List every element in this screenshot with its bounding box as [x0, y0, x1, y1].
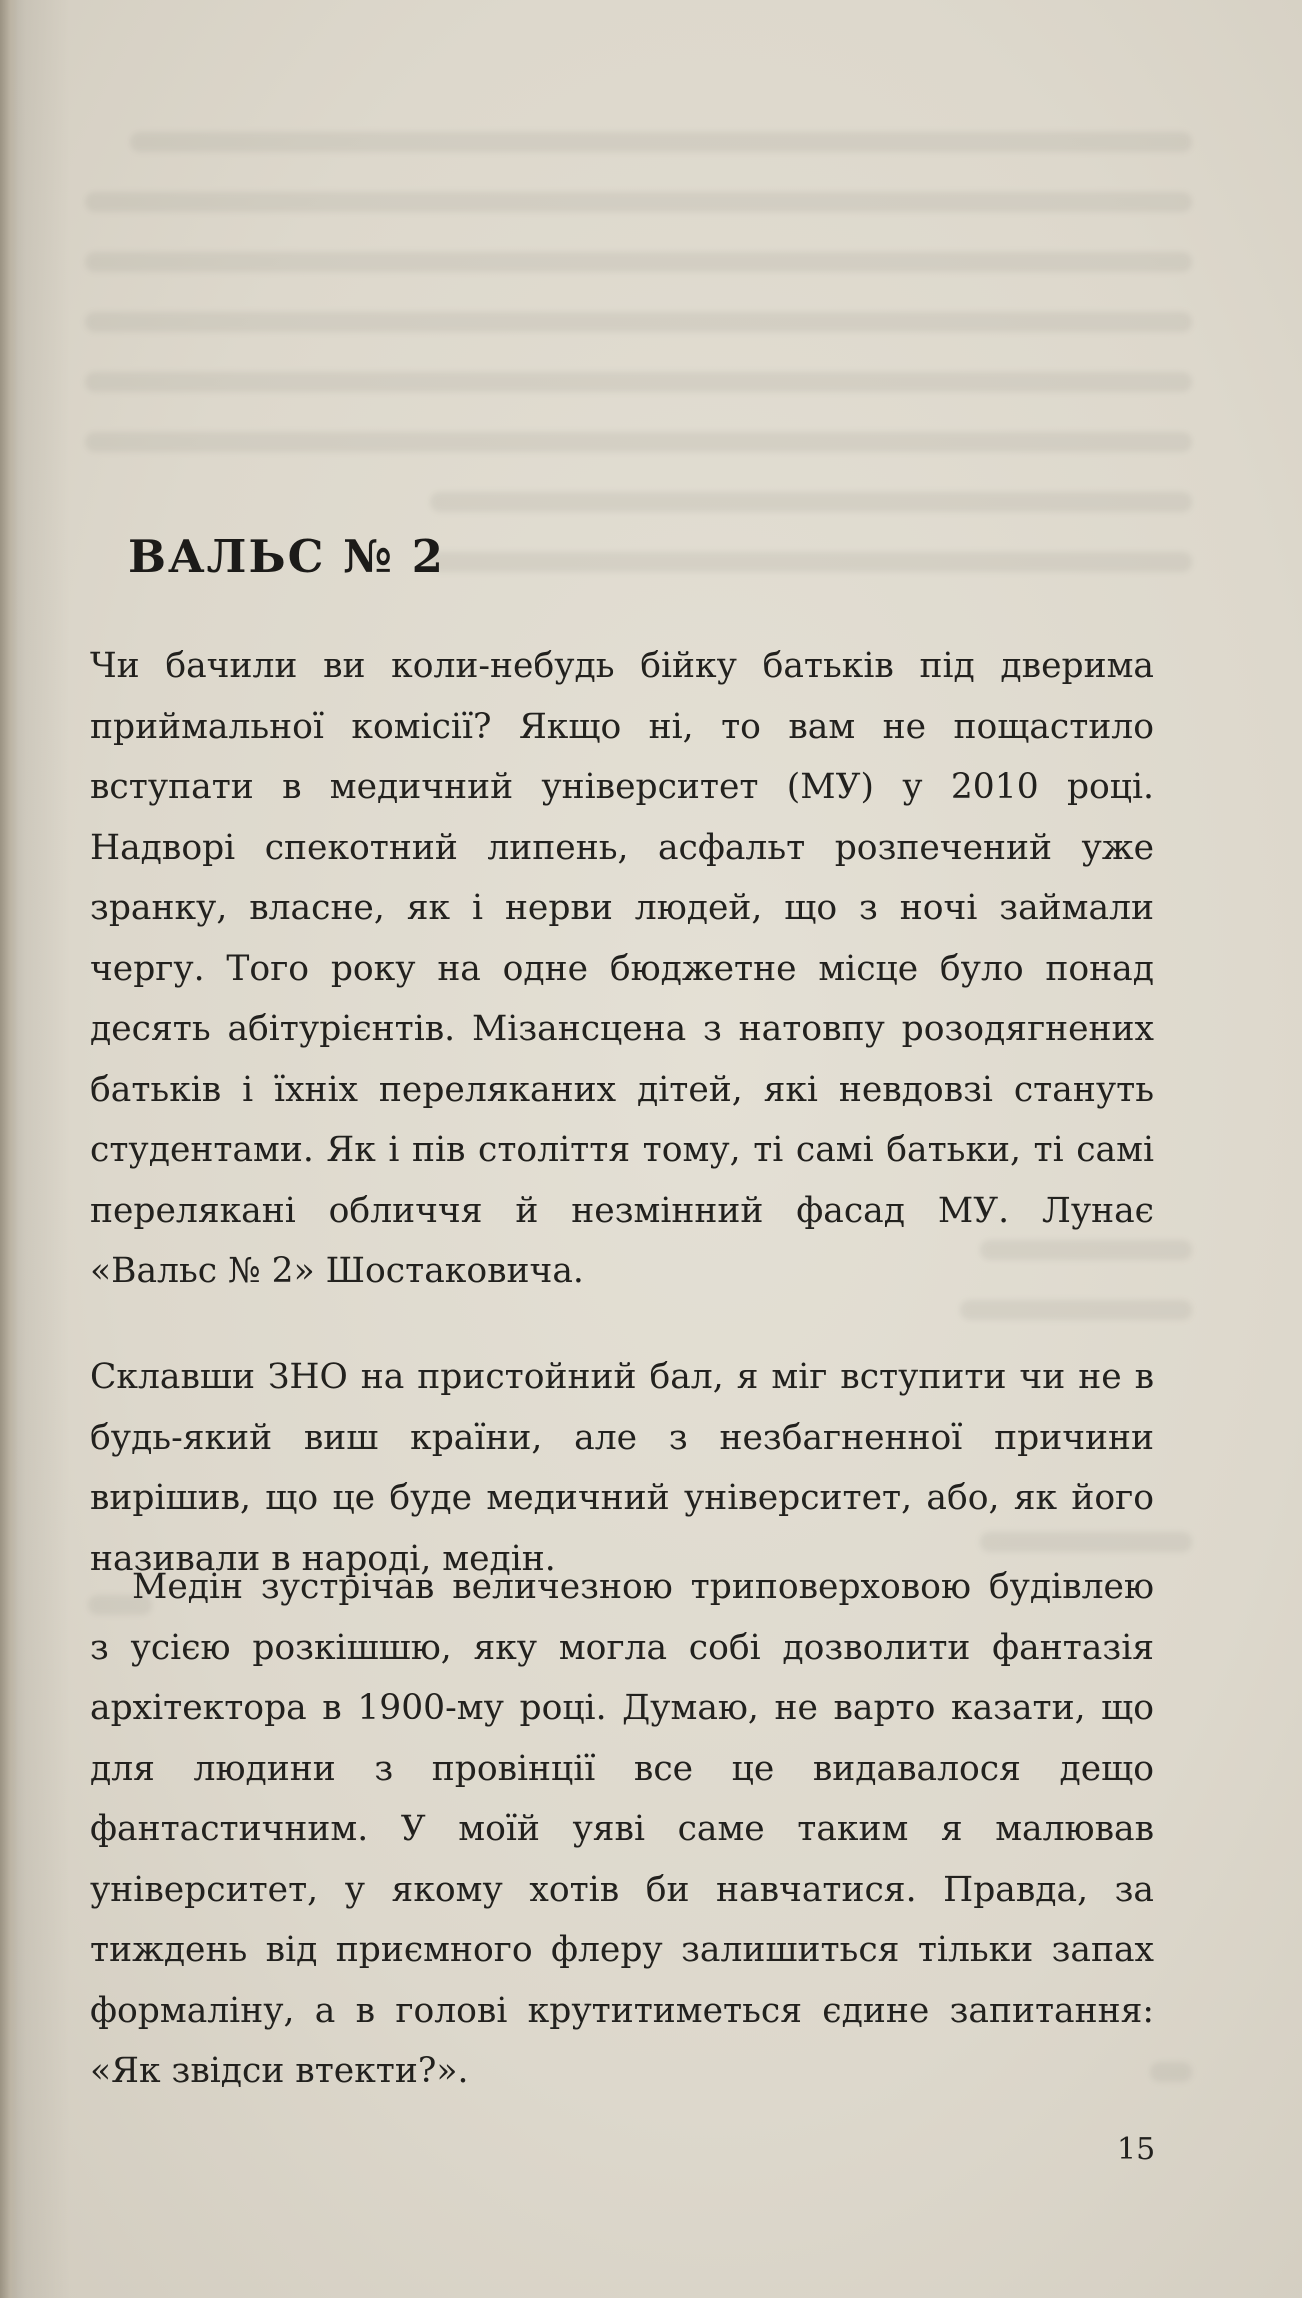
page-number: 15: [1117, 2132, 1156, 2167]
paragraph-1: Чи бачили ви коли-небудь бійку батьків під дверима приймальної комісії? Якщо ні, то вам не пощастило вступати в медичний університет (МУ) у 2010 році. Надворі спекотний липень, асфальт розпечений уже зранку, власне, як і нерви людей, що з ночі займали чергу. Того року на одне бюджетне місце було понад десять абітурієнтів. Мізансцена з натовпу розодягнених батьків і їхніх переляканих дітей, які невдовзі стануть студентами. Як і пів століття тому, ті самі батьки, ті самі перелякані обличчя й незмінний фасад МУ. Лунає «Вальс № 2» Шостаковича.: [90, 646, 1154, 1291]
paragraph-2: Склавши ЗНО на пристойний бал, я міг вступити чи не в будь-який виш країни, але з незбагненної причини вирішив, що це буде медичний університет, або, як його називали в народі, медін.: [90, 1357, 1154, 1579]
show-through-line: [85, 432, 1192, 452]
show-through-line: [430, 492, 1192, 512]
show-through-line: [85, 252, 1192, 272]
show-through-line: [430, 552, 1192, 572]
page-spine-shadow: [0, 0, 18, 2298]
chapter-title: ВАЛЬС № 2: [128, 530, 445, 583]
show-through-line: [130, 132, 1192, 152]
show-through-line: [85, 192, 1192, 212]
show-through-line: [85, 372, 1192, 392]
show-through-line: [85, 312, 1192, 332]
show-through-line: [1150, 2062, 1192, 2082]
paragraph-3: Медін зустрічав величезною триповерховою будівлею з усією розкішшю, яку могла собі дозволити фантазія архітектора в 1900-му році. Думаю, не варто казати, що для людини з провінції все це видавалося дещо фантастичним. У моїй уяві саме таким я малював університет, у якому хотів би навчатися. Правда, за тиждень від приємного флеру залишиться тільки запах формаліну, а в голові крутитиметься єдине запитання: «Як звідси втекти?».: [90, 1567, 1154, 2091]
show-through-line: [960, 1300, 1192, 1320]
